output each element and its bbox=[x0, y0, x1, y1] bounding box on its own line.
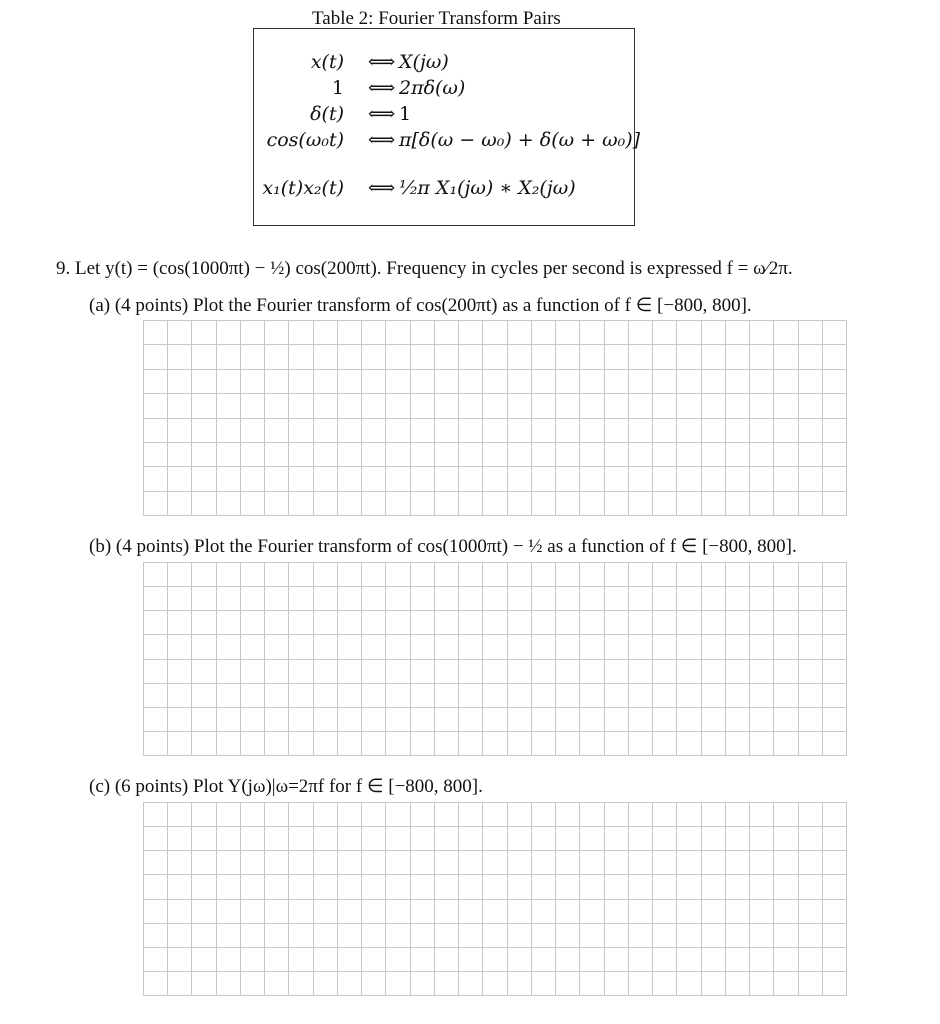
equivalence-arrow: ⟺ bbox=[368, 103, 396, 125]
time-domain-cell: cos(ω₀t) bbox=[266, 129, 344, 151]
part-b-prompt: (b) (4 points) Plot the Fourier transform of cos(1000πt) − ½ as a function of f ∈ [−800, 800]. bbox=[89, 536, 797, 557]
time-domain-cell: x₁(t)x₂(t) bbox=[262, 177, 344, 199]
equivalence-arrow: ⟺ bbox=[368, 51, 396, 73]
frequency-domain-cell: X(jω) bbox=[399, 51, 449, 73]
part-c-prompt: (c) (6 points) Plot Y(jω)|ω=2πf for f ∈ [−800, 800]. bbox=[89, 776, 483, 797]
frequency-domain-cell: π[δ(ω − ω₀) + δ(ω + ω₀)] bbox=[399, 129, 641, 151]
equivalence-arrow: ⟺ bbox=[368, 77, 396, 99]
equivalence-arrow: ⟺ bbox=[368, 129, 396, 151]
part-b-plot-grid[interactable] bbox=[143, 562, 847, 756]
frequency-domain-cell: 1 bbox=[399, 103, 412, 125]
time-domain-cell: δ(t) bbox=[310, 103, 344, 125]
fourier-pair-table bbox=[253, 28, 641, 226]
equivalence-arrow: ⟺ bbox=[368, 177, 396, 199]
part-c-plot-grid[interactable] bbox=[143, 802, 847, 996]
table-caption: Table 2: Fourier Transform Pairs bbox=[312, 8, 561, 29]
grid-lines bbox=[143, 802, 847, 996]
grid-lines bbox=[143, 562, 847, 756]
time-domain-cell: 1 bbox=[331, 77, 344, 99]
frequency-domain-cell: 2πδ(ω) bbox=[399, 77, 466, 99]
grid-lines bbox=[143, 320, 847, 516]
time-domain-cell: x(t) bbox=[310, 51, 344, 73]
frequency-domain-cell: ¹⁄₂π X₁(jω) ∗ X₂(jω) bbox=[399, 177, 576, 199]
question-9-statement: 9. Let y(t) = (cos(1000πt) − ½) cos(200πt). Frequency in cycles per second is expressed f = ω⁄2π. bbox=[56, 258, 793, 279]
part-a-prompt: (a) (4 points) Plot the Fourier transform of cos(200πt) as a function of f ∈ [−800, 800]. bbox=[89, 295, 752, 316]
part-a-plot-grid[interactable] bbox=[143, 320, 847, 516]
